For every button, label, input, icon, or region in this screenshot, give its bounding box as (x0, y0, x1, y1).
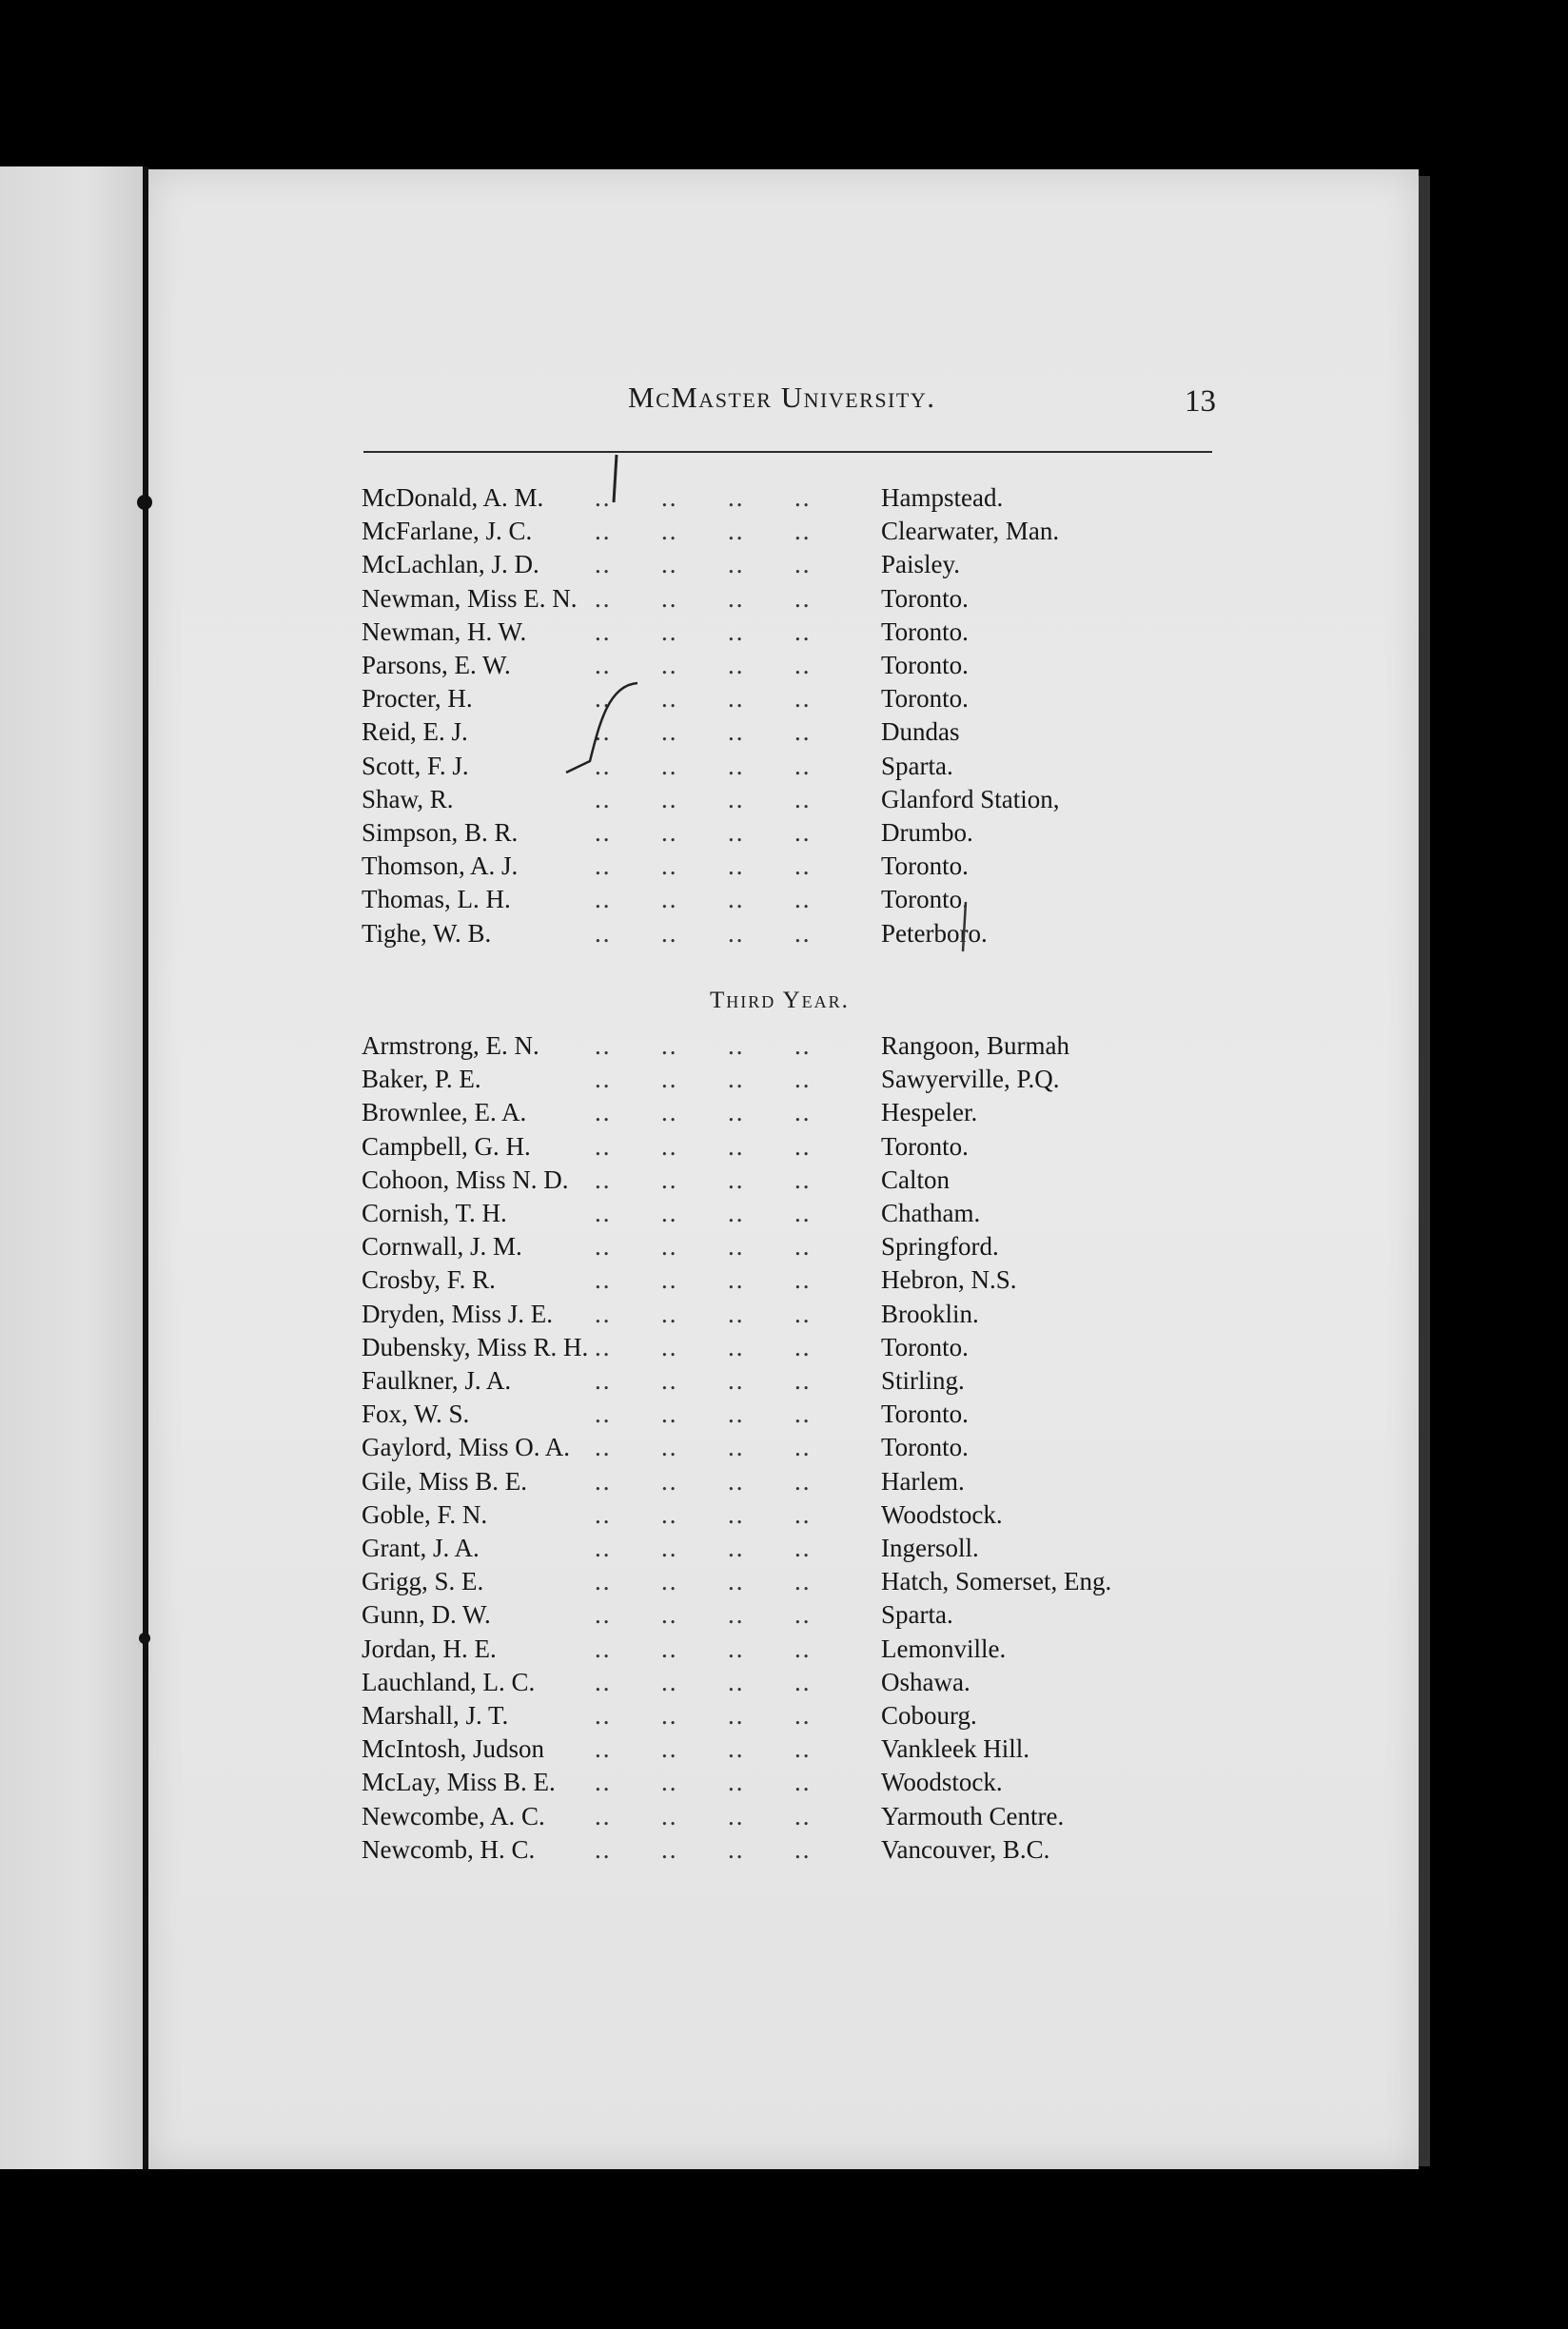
leader-dots: .. .. .. .. (561, 1768, 812, 1797)
student-name: Tighe, W. B. (362, 918, 492, 948)
student-name: Brownlee, E. A. (362, 1098, 527, 1127)
student-name: Gile, Miss B. E. (362, 1466, 528, 1496)
student-hometown: Stirling. (881, 1366, 965, 1395)
leader-dots: .. .. .. .. (561, 583, 812, 613)
student-hometown: Sparta. (881, 1600, 953, 1630)
student-name: Faulkner, J. A. (362, 1366, 512, 1395)
leader-dots: .. .. .. .. (561, 1600, 812, 1630)
student-hometown: Sparta. (881, 751, 953, 780)
student-name: Newman, Miss E. N. (362, 583, 578, 613)
student-hometown: Woodstock. (881, 1768, 1003, 1797)
leader-dots: .. .. .. .. (561, 1131, 812, 1161)
student-hometown: Toronto. (881, 684, 969, 714)
student-name: Marshall, J. T. (362, 1701, 509, 1730)
student-name: Gunn, D. W. (362, 1600, 491, 1630)
student-name: Baker, P. E. (362, 1065, 481, 1094)
student-name: Armstrong, E. N. (362, 1031, 539, 1060)
student-hometown: Dundas (881, 717, 960, 747)
leader-dots: .. .. .. .. (561, 1634, 812, 1663)
student-hometown: Calton (881, 1164, 950, 1194)
student-name: Parsons, E. W. (362, 651, 511, 679)
student-hometown: Peterboro. (881, 918, 988, 948)
leader-dots: .. .. .. .. (561, 1499, 812, 1529)
leader-dots: .. .. .. .. (561, 1399, 812, 1429)
leader-dots: .. .. .. .. (561, 517, 812, 546)
leader-dots: .. .. .. .. (561, 1031, 812, 1060)
student-hometown: Yarmouth Centre. (881, 1801, 1065, 1830)
student-hometown: Rangoon, Burmah (881, 1031, 1069, 1060)
student-name: Newman, H. W. (362, 616, 527, 646)
leader-dots: .. .. .. .. (561, 1667, 812, 1696)
student-name: McDonald, A. M. (362, 483, 544, 512)
leader-dots: .. .. .. .. (561, 1265, 812, 1295)
leader-dots: .. .. .. .. (561, 1701, 812, 1730)
student-name: Procter, H. (362, 684, 473, 714)
student-name: Lauchland, L. C. (362, 1667, 536, 1696)
student-name: Dryden, Miss J. E. (362, 1299, 553, 1328)
student-name: Fox, W. S. (362, 1399, 470, 1429)
student-hometown: Toronto. (881, 885, 969, 914)
student-name: Gaylord, Miss O. A. (362, 1433, 571, 1462)
leader-dots: .. .. .. .. (561, 1232, 812, 1262)
student-name: McLachlan, J. D. (362, 550, 539, 579)
leader-dots: .. .. .. .. (561, 550, 812, 579)
student-name: Scott, F. J. (362, 751, 469, 780)
student-hometown: Oshawa. (881, 1667, 970, 1696)
student-name: Goble, F. N. (362, 1499, 488, 1529)
running-head: McMaster University. (628, 381, 936, 414)
leader-dots: .. .. .. .. (561, 1098, 812, 1127)
leader-dots: .. .. .. .. (561, 784, 812, 813)
student-hometown: Drumbo. (881, 818, 973, 847)
student-hometown: Toronto. (881, 583, 969, 613)
student-hometown: Ingersoll. (881, 1534, 979, 1562)
student-hometown: Vancouver, B.C. (881, 1834, 1050, 1864)
student-name: Grant, J. A. (362, 1534, 480, 1562)
leader-dots: .. .. .. .. (561, 1734, 812, 1764)
student-hometown: Toronto. (881, 651, 969, 679)
student-hometown: Toronto. (881, 1332, 969, 1361)
leader-dots: .. .. .. .. (561, 684, 812, 714)
leader-dots: .. .. .. .. (561, 1466, 812, 1496)
leader-dots: .. .. .. .. (561, 851, 812, 881)
student-name: McIntosh, Judson (362, 1734, 545, 1764)
student-hometown: Chatham. (881, 1199, 981, 1227)
student-name: Grigg, S. E. (362, 1567, 484, 1596)
student-name: Newcombe, A. C. (362, 1801, 545, 1830)
student-hometown: Springford. (881, 1232, 999, 1262)
student-name: Cohoon, Miss N. D. (362, 1164, 569, 1194)
leader-dots: .. .. .. .. (561, 1834, 812, 1864)
leader-dots: .. .. .. .. (561, 918, 812, 948)
leader-dots: .. .. .. .. (561, 751, 812, 780)
student-hometown: Hespeler. (881, 1098, 978, 1127)
leader-dots: .. .. .. .. (561, 1567, 812, 1596)
leader-dots: .. .. .. .. (561, 1164, 812, 1194)
student-hometown: Toronto. (881, 1399, 969, 1429)
student-hometown: Clearwater, Man. (881, 517, 1060, 546)
student-hometown: Hebron, N.S. (881, 1265, 1017, 1295)
student-name: Shaw, R. (362, 784, 454, 813)
student-name: Campbell, G. H. (362, 1131, 531, 1161)
leader-dots: .. .. .. .. (561, 1433, 812, 1462)
leader-dots: .. .. .. .. (561, 818, 812, 847)
section-heading-third-year: Third Year. (710, 988, 850, 1013)
student-name: Thomson, A. J. (362, 851, 519, 881)
student-name: Simpson, B. R. (362, 818, 519, 847)
leader-dots: .. .. .. .. (561, 1534, 812, 1562)
student-hometown: Toronto. (881, 616, 969, 646)
leader-dots: .. .. .. .. (561, 1332, 812, 1361)
student-hometown: Woodstock. (881, 1499, 1003, 1529)
leader-dots: .. .. .. .. (561, 651, 812, 679)
page-number: 13 (1185, 384, 1216, 419)
leader-dots: .. .. .. .. (561, 1366, 812, 1395)
student-name: Cornwall, J. M. (362, 1232, 522, 1262)
student-hometown: Vankleek Hill. (881, 1734, 1029, 1764)
leader-dots: .. .. .. .. (561, 1299, 812, 1328)
leader-dots: .. .. .. .. (561, 1065, 812, 1094)
student-name: Reid, E. J. (362, 717, 468, 747)
student-hometown: Cobourg. (881, 1701, 977, 1730)
student-hometown: Toronto. (881, 1131, 969, 1161)
student-hometown: Paisley. (881, 550, 960, 579)
leader-dots: .. .. .. .. (561, 885, 812, 914)
student-name: Dubensky, Miss R. H. (362, 1332, 589, 1361)
student-hometown: Harlem. (881, 1466, 965, 1496)
student-hometown: Lemonville. (881, 1634, 1007, 1663)
student-hometown: Toronto. (881, 1433, 969, 1462)
student-name: Jordan, H. E. (362, 1634, 497, 1663)
student-name: McLay, Miss B. E. (362, 1768, 556, 1797)
student-name: Cornish, T. H. (362, 1199, 507, 1227)
leader-dots: .. .. .. .. (561, 483, 812, 512)
leader-dots: .. .. .. .. (561, 1801, 812, 1830)
student-name: Newcomb, H. C. (362, 1834, 536, 1864)
student-name: Crosby, F. R. (362, 1265, 496, 1295)
student-hometown: Hampstead. (881, 483, 1004, 512)
student-hometown: Hatch, Somerset, Eng. (881, 1567, 1112, 1596)
leader-dots: .. .. .. .. (561, 616, 812, 646)
student-name: McFarlane, J. C. (362, 517, 533, 546)
student-hometown: Toronto. (881, 851, 969, 881)
leader-dots: .. .. .. .. (561, 1199, 812, 1227)
leader-dots: .. .. .. .. (561, 717, 812, 747)
student-hometown: Brooklin. (881, 1299, 979, 1328)
student-hometown: Glanford Station, (881, 784, 1060, 813)
student-name: Thomas, L. H. (362, 885, 511, 914)
student-hometown: Sawyerville, P.Q. (881, 1065, 1060, 1094)
